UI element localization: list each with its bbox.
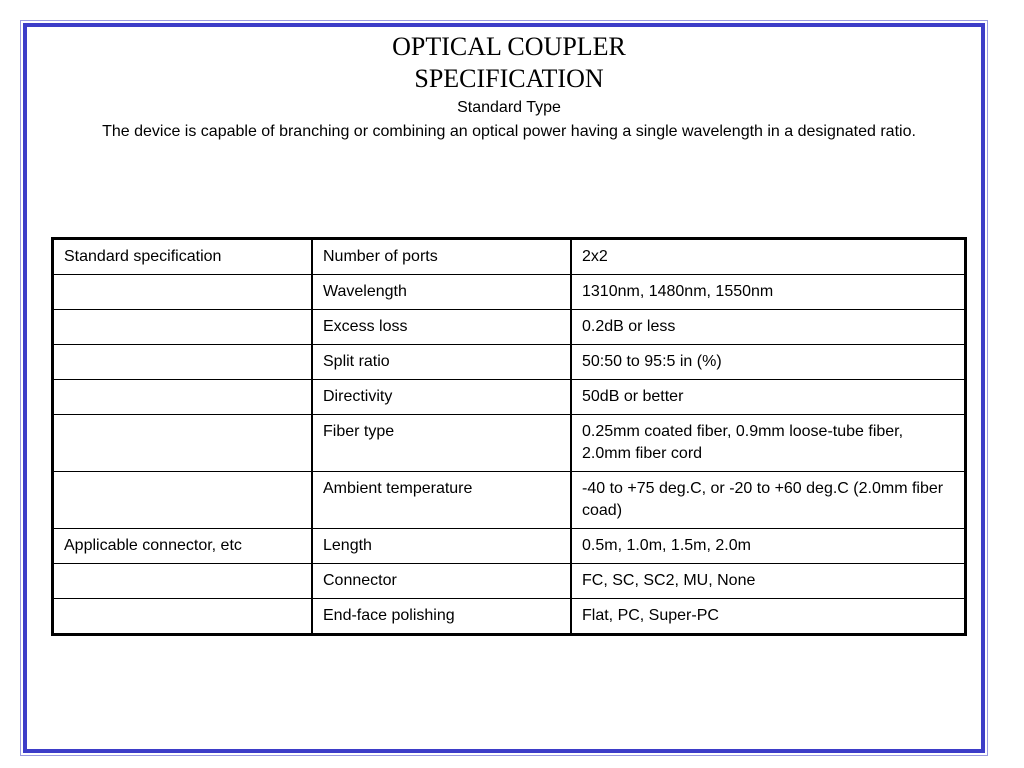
category-cell: Standard specification bbox=[53, 239, 313, 275]
item-cell: Fiber type bbox=[312, 415, 571, 472]
category-cell bbox=[53, 599, 313, 635]
item-cell: Split ratio bbox=[312, 345, 571, 380]
header bbox=[30, 31, 988, 144]
subtitle: Standard Type bbox=[457, 99, 561, 116]
value-cell: Flat, PC, Super-PC bbox=[571, 599, 966, 635]
title-line-2: SPECIFICATION bbox=[414, 64, 604, 93]
table-row bbox=[53, 599, 966, 635]
value-cell: 1310nm, 1480nm, 1550nm bbox=[571, 275, 966, 310]
category-cell bbox=[53, 380, 313, 415]
category-cell bbox=[53, 415, 313, 472]
item-cell: End-face polishing bbox=[312, 599, 571, 635]
category-cell bbox=[53, 345, 313, 380]
value-cell: 2x2 bbox=[571, 239, 966, 275]
table-row bbox=[53, 415, 966, 472]
value-cell: 0.25mm coated fiber, 0.9mm loose-tube fiber, 2.0mm fiber cord bbox=[571, 415, 966, 472]
item-cell: Excess loss bbox=[312, 310, 571, 345]
category-cell bbox=[53, 564, 313, 599]
item-cell: Number of ports bbox=[312, 239, 571, 275]
title-line-1: OPTICAL COUPLER bbox=[392, 32, 626, 61]
item-cell: Length bbox=[312, 529, 571, 564]
spec-table bbox=[51, 237, 967, 636]
value-cell: 50dB or better bbox=[571, 380, 966, 415]
category-cell bbox=[53, 472, 313, 529]
table-row bbox=[53, 275, 966, 310]
category-cell bbox=[53, 310, 313, 345]
item-cell: Ambient temperature bbox=[312, 472, 571, 529]
description: The device is capable of branching or combining an optical power having a single wavelength in a designated ratio. bbox=[102, 123, 916, 140]
value-cell: FC, SC, SC2, MU, None bbox=[571, 564, 966, 599]
value-cell: -40 to +75 deg.C, or -20 to +60 deg.C (2.0mm fiber coad) bbox=[571, 472, 966, 529]
table-row bbox=[53, 239, 966, 275]
category-cell: Applicable connector, etc bbox=[53, 529, 313, 564]
table-row bbox=[53, 380, 966, 415]
value-cell: 50:50 to 95:5 in (%) bbox=[571, 345, 966, 380]
item-cell: Wavelength bbox=[312, 275, 571, 310]
table-row bbox=[53, 472, 966, 529]
item-cell: Connector bbox=[312, 564, 571, 599]
table-row bbox=[53, 310, 966, 345]
category-cell bbox=[53, 275, 313, 310]
value-cell: 0.5m, 1.0m, 1.5m, 2.0m bbox=[571, 529, 966, 564]
table-row bbox=[53, 345, 966, 380]
table-row bbox=[53, 564, 966, 599]
item-cell: Directivity bbox=[312, 380, 571, 415]
table-row bbox=[53, 529, 966, 564]
value-cell: 0.2dB or less bbox=[571, 310, 966, 345]
